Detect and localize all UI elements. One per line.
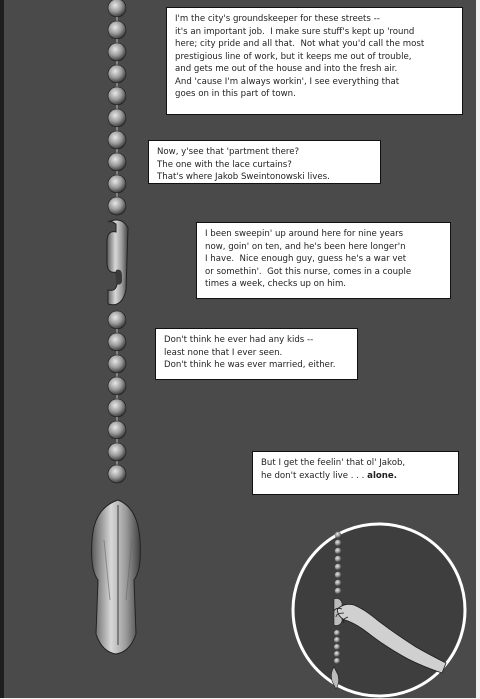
chain-bead bbox=[108, 421, 126, 439]
chain-bead bbox=[108, 109, 126, 127]
inset-chain-bead bbox=[335, 572, 341, 578]
chain-bead bbox=[108, 131, 126, 149]
chain-bead bbox=[108, 465, 126, 483]
inset-chain-bead bbox=[335, 532, 341, 538]
inset-chain-bead bbox=[335, 588, 341, 594]
chain-bead bbox=[108, 333, 126, 351]
caption-alone-text: But I get the feelin' that ol' Jakob, he don't exactly live . . . bbox=[261, 458, 406, 481]
chain-bead bbox=[108, 197, 126, 215]
inset-chain-bead bbox=[334, 637, 340, 643]
page-right-margin bbox=[476, 0, 480, 698]
inset-chain-bead bbox=[334, 630, 340, 636]
inset-chain-bead bbox=[335, 548, 341, 554]
chain-bead bbox=[108, 87, 126, 105]
inset-chain-bead bbox=[334, 651, 340, 657]
inset-chain-bead bbox=[335, 540, 341, 546]
chain-bead bbox=[108, 399, 126, 417]
narration-caption-nine-years: I been sweepin' up around here for nine years now, goin' on ten, and he's been here longer'n I have. Nice enough guy, guess he's a war vet or somethin'. Got this nurse, comes in a couple times a week, checks up on him. bbox=[196, 222, 451, 299]
chain-bead bbox=[108, 21, 126, 39]
inset-chain-bead bbox=[335, 580, 341, 586]
chain-bead bbox=[108, 43, 126, 61]
chain-bead bbox=[108, 65, 126, 83]
chain-hook bbox=[107, 220, 128, 305]
chain-beads-lower bbox=[108, 311, 126, 483]
narration-caption-groundskeeper: I'm the city's groundskeeper for these streets -- it's an important job. I make sure stuff's kept up 'round here; city pride and all that. Not what you'd call the most prestigious line of work, but it keeps me out of trouble, and gets me out of the house and into the fresh air. And 'cause I'm always workin', I see everything that goes on in this part of town. bbox=[166, 7, 463, 115]
caption-alone-emphasis: alone. bbox=[367, 470, 398, 481]
chain-beads-upper bbox=[108, 0, 126, 215]
chain-bead bbox=[108, 311, 126, 329]
chain-bead bbox=[108, 355, 126, 373]
inset-hand-pulling-chain bbox=[290, 521, 468, 699]
inset-chain-bead bbox=[334, 658, 340, 664]
inset-chain-bead bbox=[334, 644, 340, 650]
inset-chain-bead bbox=[335, 564, 341, 570]
chain-tassel bbox=[92, 500, 141, 654]
inset-chain-bead bbox=[335, 556, 341, 562]
narration-caption-alone bbox=[252, 451, 459, 495]
chain-bead bbox=[108, 0, 126, 17]
narration-caption-no-kids: Don't think he ever had any kids -- least none that I ever seen. Don't think he was ever married, either. bbox=[155, 328, 358, 380]
chain-bead bbox=[108, 443, 126, 461]
chain-bead bbox=[108, 175, 126, 193]
chain-bead bbox=[108, 377, 126, 395]
chain-bead bbox=[108, 153, 126, 171]
narration-caption-apartment: Now, y'see that 'partment there? The one with the lace curtains? That's where Jakob Sweintonowski lives. bbox=[148, 140, 381, 184]
